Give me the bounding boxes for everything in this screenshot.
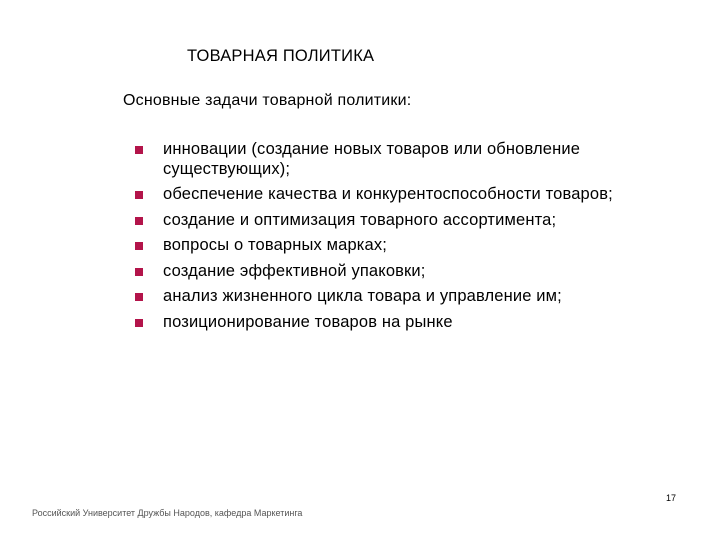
square-bullet-icon: [135, 319, 143, 327]
bullet-list: [135, 140, 705, 338]
list-item-text: инновации (создание новых товаров или обновление существующих);: [163, 140, 581, 178]
square-bullet-icon: [135, 242, 143, 250]
list-item-text: обеспечение качества и конкурентоспособности товаров;: [163, 185, 613, 203]
list-item-text: создание эффективной упаковки;: [163, 261, 426, 280]
list-item: [135, 287, 705, 307]
square-bullet-icon: [135, 293, 143, 301]
square-bullet-icon: [135, 191, 143, 199]
list-item-text: анализ жизненного цикла товара и управление им;: [163, 287, 562, 305]
list-item-text: вопросы о товарных марках;: [163, 236, 387, 254]
list-item: [135, 313, 705, 333]
list-item: [135, 262, 705, 282]
list-item: [135, 185, 705, 205]
square-bullet-icon: [135, 217, 143, 225]
page-number: 17: [666, 493, 677, 503]
list-item-text: позиционирование товаров на рынке: [163, 312, 453, 331]
slide-title: ТОВАРНАЯ ПОЛИТИКА: [187, 47, 375, 65]
subtitle: Основные задачи товарной политики:: [123, 92, 412, 109]
list-item: [135, 236, 705, 256]
list-item: [135, 211, 705, 231]
footer-text: Российский Университет Дружбы Народов, кафедра Маркетинга: [32, 508, 303, 518]
list-item: [135, 140, 705, 179]
square-bullet-icon: [135, 146, 143, 154]
square-bullet-icon: [135, 268, 143, 276]
list-item-text: создание и оптимизация товарного ассортимента;: [163, 210, 557, 229]
